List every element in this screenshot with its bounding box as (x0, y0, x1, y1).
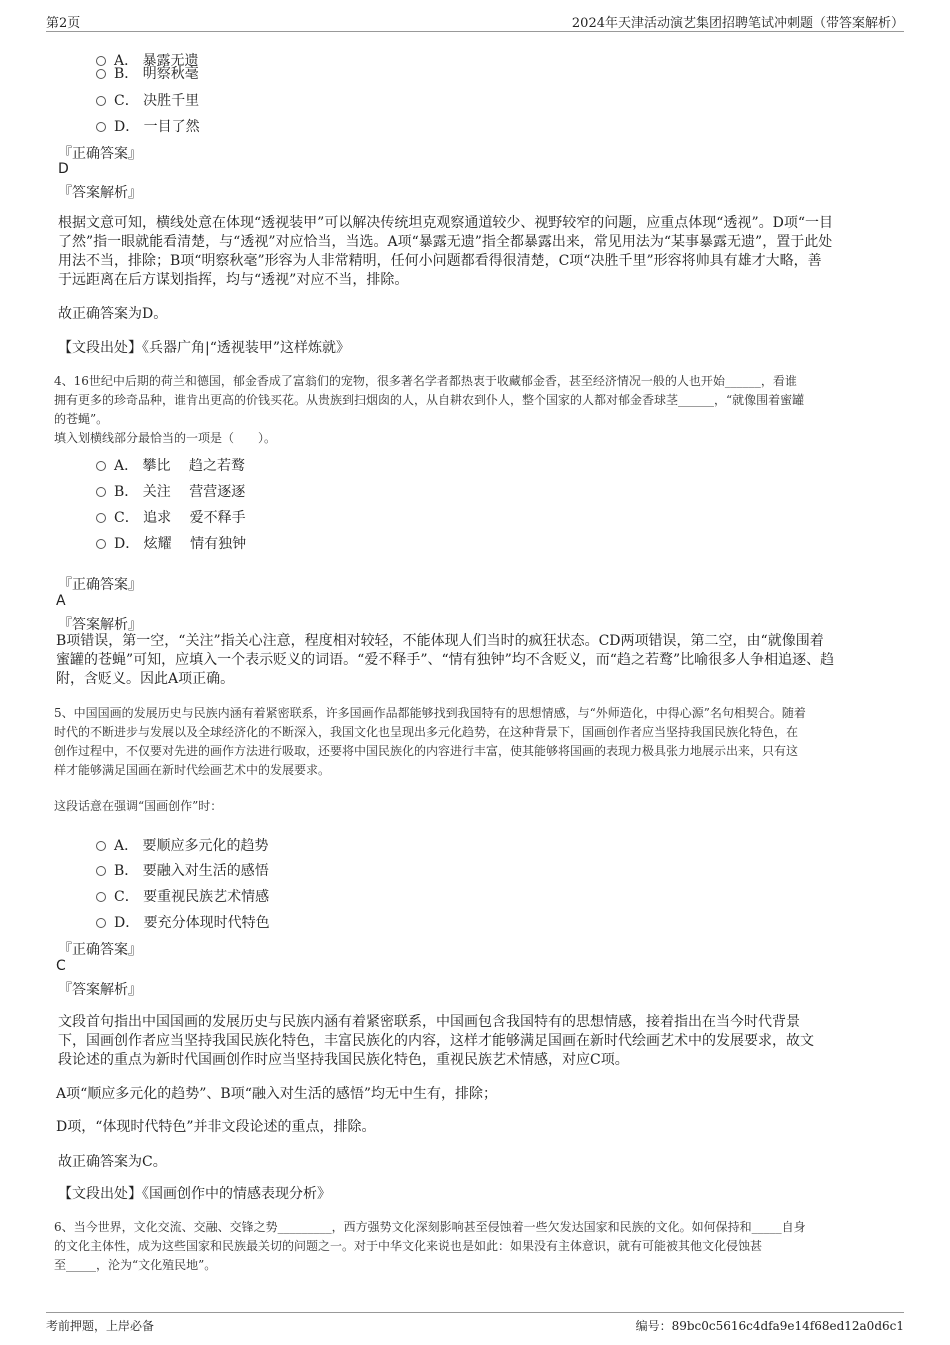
q4-option-a[interactable] (96, 455, 245, 475)
footer-slogan: 考前押题，上岸必备 (46, 1319, 155, 1333)
analysis-line: 用法不当，排除；B项“明察秋毫”形容为人非常精明，任何小问题都看得很清楚，C项“决胜千里”形容将帅具有雄才大略，善 (58, 253, 822, 269)
radio-icon[interactable] (96, 841, 106, 851)
option-label: C． 追求 爱不释手 (114, 510, 246, 526)
q5-option-c[interactable] (96, 886, 269, 906)
option-label: B． 要融入对生活的感悟 (114, 863, 269, 879)
stem-line: 4、16世纪中后期的荷兰和德国，郁金香成了富翁们的宠物，很多著名学者都热衷于收藏郁金香，甚至经济情况一般的人也开始______，看谁 (54, 374, 797, 388)
option-label: A． 暴露无遗 (114, 53, 199, 69)
q3-answer: D (58, 161, 69, 177)
analysis-line: 文段首句指出中国国画的发展历史与民族内涵有着紧密联系，中国画包含我国特有的思想情感，接着指出在当今时代背景 (58, 1014, 800, 1030)
q4-option-d[interactable] (96, 533, 246, 553)
stem-line: 的苍蝇”。 (54, 412, 109, 426)
document-id: 编号：89bc0c5616c4dfa9e14f68ed12a0d6c1 (635, 1319, 904, 1333)
q5-analysis (58, 1013, 814, 1070)
radio-icon[interactable] (96, 892, 106, 902)
option-label: B． 明察秋毫 (114, 66, 199, 82)
radio-icon[interactable] (96, 69, 106, 79)
radio-icon[interactable] (96, 866, 106, 876)
q5-stem (54, 704, 806, 780)
stem-line: 时代的不断进步与发展以及全球经济化的不断深入，我国文化也呈现出多元化趋势，在这种背景下，国画创作者应当坚持我国民族化特色，在 (54, 725, 799, 739)
option-label: D． 要充分体现时代特色 (114, 915, 270, 931)
q4-option-b[interactable] (96, 481, 245, 501)
q3-option-d[interactable] (96, 116, 200, 136)
q3-answer-label: 『正确答案』 (58, 146, 142, 162)
q5-answer-label: 『正确答案』 (58, 942, 142, 958)
stem-line: 创作过程中，不仅要对先进的画作方法进行吸取，还要将中国民族化的内容进行丰富，使其能够将国画的表现力极具张力地展示出来，只有这 (54, 744, 799, 758)
analysis-line: 蜜罐的苍蝇”可知，应填入一个表示贬义的词语。“爱不释手”、“情有独钟”均不含贬义，而“趋之若鹜”比喻很多人争相追逐、趋 (56, 652, 835, 668)
analysis-line: B项错误，第一空，“关注”指关心注意，程度相对较轻，不能体现人们当时的疯狂状态。CD两项错误，第二空，由“就像围着 (56, 633, 824, 649)
analysis-line: 于远距离在后方谋划指挥，均与“透视”对应不当，排除。 (58, 272, 409, 288)
radio-icon[interactable] (96, 513, 106, 523)
option-label: C． 要重视民族艺术情感 (114, 889, 270, 905)
q4-option-c[interactable] (96, 507, 246, 527)
radio-icon[interactable] (96, 122, 106, 132)
q4-analysis-label: 『答案解析』 (58, 617, 142, 633)
option-label: D． 炫耀 情有独钟 (114, 536, 247, 552)
analysis-line: 段论述的重点为新时代国画创作时应当坚持我国民族化特色，重视民族艺术情感，对应C项。 (58, 1052, 629, 1068)
q3-conclusion: 故正确答案为D。 (58, 306, 168, 322)
radio-icon[interactable] (96, 487, 106, 497)
radio-icon[interactable] (96, 539, 106, 549)
q5-question: 这段话意在强调“国画创作”时： (54, 799, 223, 813)
q3-source: 【文段出处】《兵器广角|“透视装甲”这样炼就》 (58, 340, 351, 356)
analysis-line: 了然”指一眼就能看清楚，与“透视”对应恰当，当选。A项“暴露无遗”指全都暴露出来，常见用法为“某事暴露无遗”，置于此处 (58, 234, 833, 250)
analysis-line: 下，国画创作者应当坚持我国民族化特色，丰富民族化的内容，这样才能够满足国画在新时代绘画艺术中的发展要求，故文 (58, 1033, 814, 1049)
q3-analysis-label: 『答案解析』 (58, 185, 142, 201)
stem-line: 至_____，沦为“文化殖民地”。 (54, 1258, 217, 1272)
stem-line: 样才能够满足国画在新时代绘画艺术中的发展要求。 (54, 763, 331, 777)
analysis-line: 根据文意可知，横线处意在体现“透视装甲”可以解决传统坦克观察通道较少、视野较窄的问题，应重点体现“透视”。D项“一目 (58, 215, 834, 231)
analysis-line: 附，含贬义。因此A项正确。 (56, 671, 235, 687)
stem-line: 填入划横线部分最恰当的一项是（ ）。 (54, 431, 277, 445)
q4-answer-label: 『正确答案』 (58, 577, 142, 593)
option-label: A． 要顺应多元化的趋势 (114, 838, 269, 854)
stem-line: 拥有更多的珍奇品种，谁肯出更高的价钱买花。从贵族到扫烟囱的人，从自耕农到仆人，整个国家的人都对郁金香球茎______，“就像围着蜜罐 (54, 393, 805, 407)
q5-answer: C (56, 958, 66, 974)
q6-stem (54, 1218, 806, 1275)
q3-option-b[interactable] (96, 63, 199, 83)
q5-note-ab: A项“顺应多元化的趋势”、B项“融入对生活的感悟”均无中生有，排除； (56, 1086, 498, 1102)
stem-line: 的文化主体性，成为这些国家和民族最关切的问题之一。对于中华文化来说也是如此：如果没有主体意识，就有可能被其他文化侵蚀甚 (54, 1239, 763, 1253)
option-label: A． 攀比 趋之若鹜 (114, 458, 246, 474)
q5-option-a[interactable] (96, 835, 269, 855)
q5-note-d: D项，“体现时代特色”并非文段论述的重点，排除。 (56, 1119, 376, 1135)
radio-icon[interactable] (96, 461, 106, 471)
q3-option-c[interactable] (96, 90, 199, 110)
q3-analysis (58, 214, 833, 290)
q4-analysis (56, 632, 834, 689)
q5-analysis-label: 『答案解析』 (58, 982, 142, 998)
document-title: 2024年天津活动演艺集团招聘笔试冲刺题（带答案解析） (571, 16, 904, 31)
page-header (46, 10, 904, 32)
page-number: 第2页 (46, 16, 81, 31)
q4-stem (54, 372, 804, 448)
page-footer (46, 1312, 904, 1336)
radio-icon[interactable] (96, 918, 106, 928)
q5-option-b[interactable] (96, 860, 269, 880)
q5-conclusion: 故正确答案为C。 (58, 1154, 167, 1170)
option-label: B． 关注 营营逐逐 (114, 484, 246, 500)
radio-icon[interactable] (96, 96, 106, 106)
q5-option-d[interactable] (96, 912, 270, 932)
stem-line: 6、当今世界，文化交流、交融、交锋之势_________，西方强势文化深刻影响甚至侵蚀着一些欠发达国家和民族的文化。如何保持和_____自身 (54, 1220, 806, 1234)
q5-source: 【文段出处】《国画创作中的情感表现分析》 (58, 1186, 331, 1202)
stem-line: 5、中国国画的发展历史与民族内涵有着紧密联系，许多国画作品都能够找到我国特有的思想情感，与“外师造化，中得心源”名句相契合。随着 (54, 706, 806, 720)
q4-answer: A (56, 593, 66, 609)
option-label: C． 决胜千里 (114, 93, 200, 109)
option-label: D． 一目了然 (114, 119, 200, 135)
